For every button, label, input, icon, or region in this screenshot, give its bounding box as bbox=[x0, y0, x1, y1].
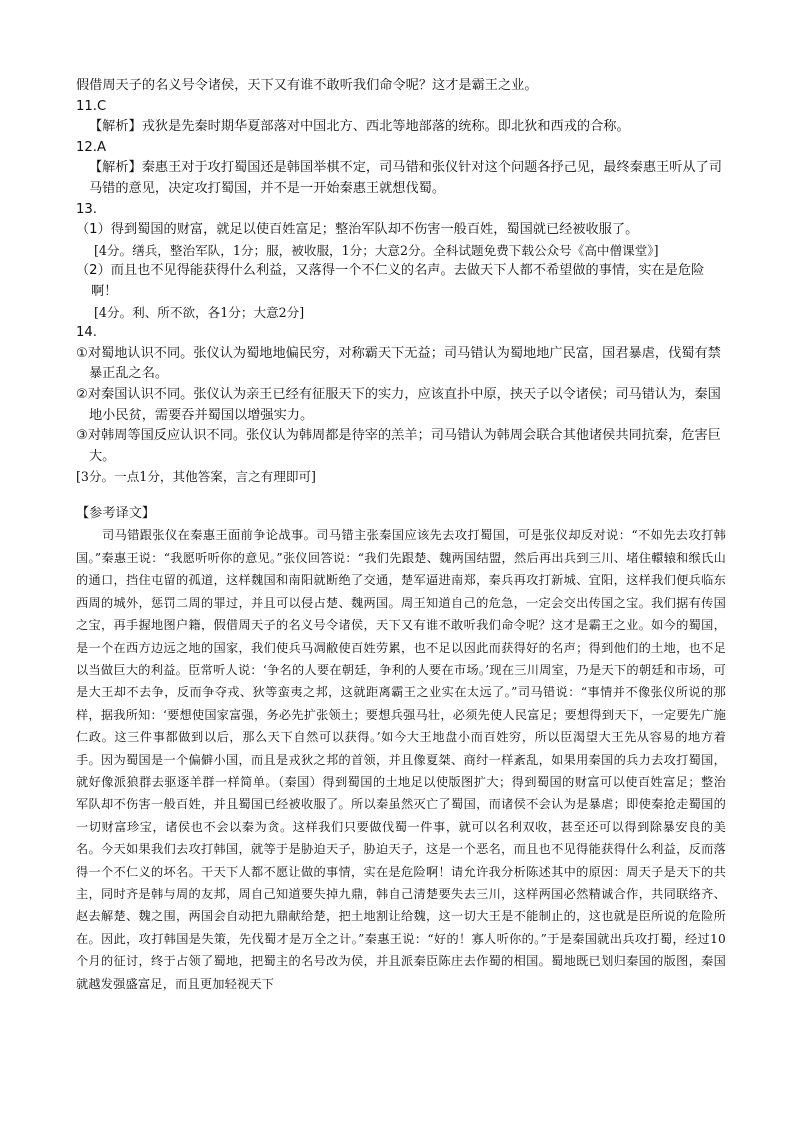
q13-number: 13. bbox=[76, 201, 97, 217]
q14-item-3: ③对韩周等国反应认识不同。张仪认为韩周都是待宰的羔羊；司马错认为韩周会联合其他诸侯共同抗秦，危害巨大。 bbox=[76, 428, 721, 464]
q12-number: 12.A bbox=[76, 139, 106, 155]
q13-part1: （1）得到蜀国的财富，就足以使百姓富足；整治军队却不伤害一般百姓，蜀国就已经被收服了。 bbox=[76, 222, 639, 238]
q11-analysis: 【解析】戎狄是先秦时期华夏部落对中国北方、西北等地部落的统称。即北狄和西戎的合称。 bbox=[89, 119, 630, 135]
q14-number: 14. bbox=[76, 325, 97, 341]
q13-part2-note: [4分。利、所不欲，各1分；大意2分] bbox=[94, 304, 305, 320]
answer-line-top: 假借周天子的名义号令诸侯，天下又有谁不敢听我们命令呢？这才是霸王之业。 bbox=[76, 78, 538, 93]
q14-item-1: ①对蜀地认识不同。张仪认为蜀地地偏民穷，对称霸天下无益；司马错认为蜀地地广民富，国君暴虐，伐蜀有禁暴正乱之名。 bbox=[76, 345, 721, 382]
reference-title: 【参考译文】 bbox=[76, 505, 156, 521]
q12-analysis: 【解析】秦惠王对于攻打蜀国还是韩国举棋不定，司马错和张仪针对这个问题各抒己见，最终秦惠王听从了司马错的意见，决定攻打蜀国，并不是一开始秦惠王就想伐蜀。 bbox=[89, 160, 722, 196]
q14-item-2: ②对秦国认识不同。张仪认为亲王已经有征服天下的实力，应该直扑中原，挟天子以令诸侯；司马错认为，秦国地小民贫，需要吞并蜀国以增强实力。 bbox=[76, 386, 721, 423]
q13-part1-note: [4分。缮兵，整治军队，1分；服，被收服，1分；大意2分。全科试题免费下载公众号《高中僧课堂》] bbox=[94, 242, 659, 258]
q14-note: [3分。一点1分，其他答案，言之有理即可] bbox=[76, 469, 316, 485]
answer-section bbox=[76, 76, 726, 995]
reference-translation: 司马错跟张仪在秦惠王面前争论战事。司马错主张秦国应该先去攻打蜀国，可是张仪却反对说：“不如先去攻打韩国。”秦惠王说：“我愿听听你的意见。”张仪回答说：“我们先跟楚、魏两国结盟，然后再出兵到三川、堵住轘辕和缑氏山的通口，挡住屯留的孤道，这样魏国和南阳就断绝了交通，楚军逼进南郑，秦兵再攻打新城、宜阳，这样我们便兵临东西周的城外，惩罚二周的罪过，并且可以侵占楚、魏两国。周王知道自己的危急，一定会交出传国之宝。我们据有传国之宝，再手握地图户籍，假借周天子的名义号令诸侯，天下又有谁不敢听我们命令呢？这才是霸王之业。如今的蜀国，是一个在西方边远之地的国家，我们使兵马凋敝使百姓劳累，也不足以因此而获得好的名声；得到他们的土地，也不足以当做巨大的利益。臣常听人说：‘争名的人要在朝廷，争利的人要在市场。’现在三川周室，乃是天下的朝廷和市场，可是大王却不去争，反而争夺戎、狄等蛮夷之邦，这就距离霸王之业实在太远了。”司马错说：“事情并不像张仪所说的那样，据我所知：‘要想使国家富强，务必先扩张领土；要想兵强马壮，必须先使人民富足；要想得到天下，一定要先广施仁政。这三件事都做到以后，那么天下自然可以获得。’如今大王地盘小而百姓穷，所以臣渴望大王先从容易的地方着手。因为蜀国是一个偏僻小国，而且是戎狄之邦的首领，并且像夏桀、商纣一样紊乱，如果用秦国的兵力去攻打蜀国，就好像派狼群去驱逐羊群一样简单。（秦国）得到蜀国的土地足以使版图扩大；得到蜀国的财富可以使百姓富足；整治军队却不伤害一般百姓，并且蜀国已经被收服了。所以秦虽然灭亡了蜀国，而诸侯不会认为是暴虐；即使秦抢走蜀国的一切财富珍宝，诸侯也不会以秦为贪。这样我们只要做伐蜀一件事，就可以名利双收，甚至还可以得到除暴安良的美名。今天如果我们去攻打韩国，就等于是胁迫天子，胁迫天子，这是一个恶名，而且也不见得能获得什么利益，反而落得一个不仁义的坏名。干天下人都不愿让做的事情，实在是危险啊！请允许我分析陈述其中的原因：周天子是天下的共主，同时齐是韩与周的友邦，周自己知道要失掉九鼎，韩自己清楚要失去三川，这样两国必然精诚合作，共同联络齐、赵去解楚、魏之围，两国会自动把九鼎献给楚，把土地割让给魏，这一切大王是不能制止的，这也就是臣所说的危险所在。因此，攻打韩国是失策，先伐蜀才是万全之计。”秦惠王说：“好的！寡人听你的。”于是秦国就出兵攻打蜀，经过10个月的征讨，终于占领了蜀地，把蜀主的名号改为侯，并且派秦臣陈庄去作蜀的相国。蜀地既已划归秦国的版图，秦国就越发强盛富足，而且更加轻视天下 bbox=[76, 528, 726, 991]
q11-number: 11.C bbox=[76, 98, 107, 114]
q13-part2: （2）而且也不见得能获得什么利益，又落得一个不仁义的名声。去做天下人都不希望做的事情，实在是危险啊！ bbox=[76, 263, 705, 299]
